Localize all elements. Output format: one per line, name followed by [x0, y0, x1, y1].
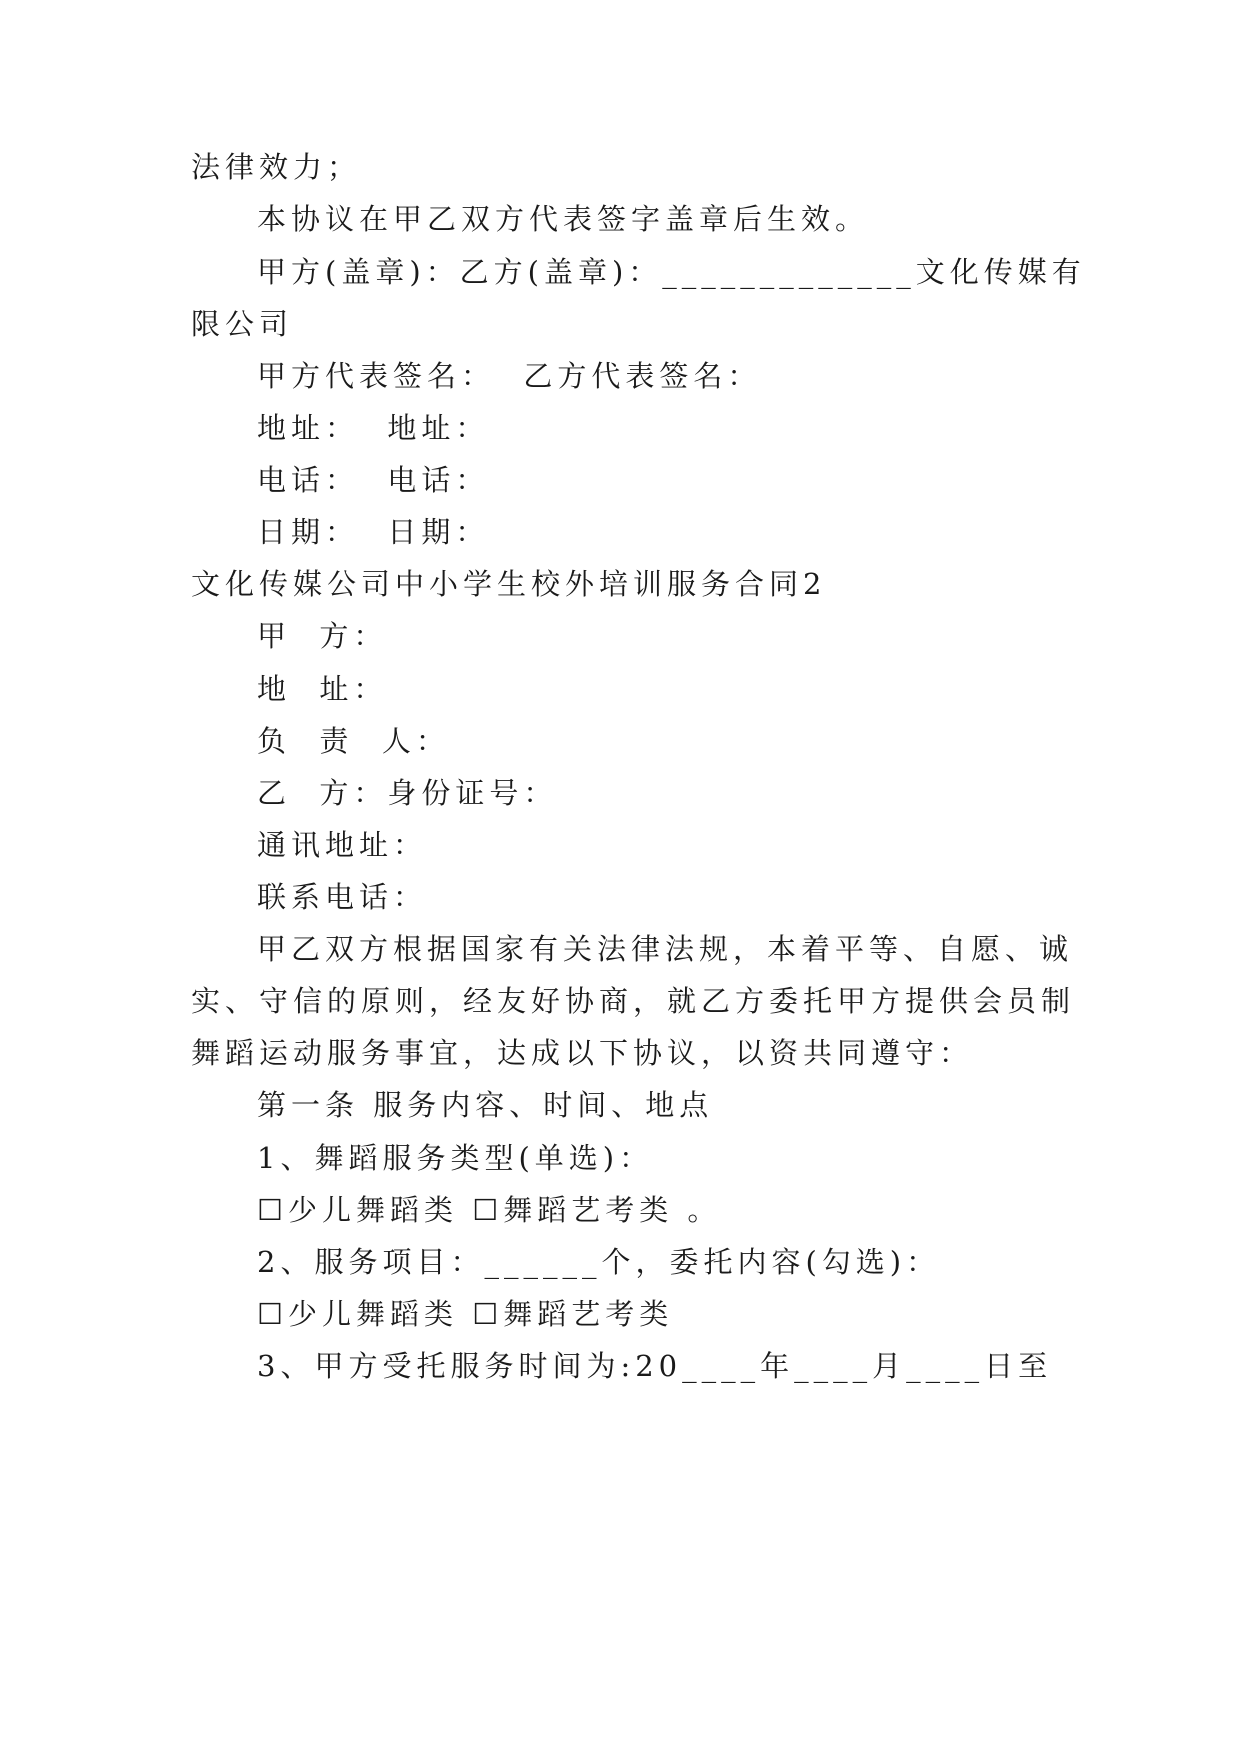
section-heading: 第一条 服务内容、时间、地点 — [257, 1088, 714, 1122]
date-line: 日期： 日期： — [257, 515, 490, 549]
paragraph-line: 甲乙双方根据国家有关法律法规，本着平等、自愿、诚 — [257, 932, 1074, 966]
representative-signature-line: 甲方代表签名： 乙方代表签名： — [257, 359, 762, 393]
contract-title: 文化传媒公司中小学生校外培训服务合同2 — [191, 567, 827, 601]
checkbox-options-line: ☐少儿舞蹈类 ☐舞蹈艺考类 — [257, 1297, 674, 1331]
clause-line: 3、甲方受托服务时间为:20____年____月____日至 — [257, 1349, 1053, 1383]
mailing-address-line: 通讯地址： — [257, 828, 428, 862]
paragraph-line: 限公司 — [191, 307, 294, 341]
party-a-address-line: 地 址： — [257, 672, 388, 706]
clause-line: 2、服务项目：______个，委托内容(勾选)： — [257, 1245, 941, 1279]
clause-line: 1、舞蹈服务类型(单选)： — [257, 1141, 654, 1175]
address-line: 地址： 地址： — [257, 411, 490, 445]
responsible-person-line: 负 责 人： — [257, 724, 450, 758]
contact-phone-line: 联系电话： — [257, 880, 428, 914]
paragraph-line: 本协议在甲乙双方代表签字盖章后生效。 — [257, 202, 870, 236]
party-b-line: 乙 方：身份证号： — [257, 776, 558, 810]
party-a-line: 甲 方： — [257, 619, 388, 653]
paragraph-line: 法律效力； — [191, 150, 362, 184]
checkbox-options-line: ☐少儿舞蹈类 ☐舞蹈艺考类 。 — [257, 1193, 722, 1227]
signature-seal-line: 甲方(盖章)：乙方(盖章)：_____________文化传媒有 — [257, 255, 1086, 289]
paragraph-line: 舞蹈运动服务事宜，达成以下协议，以资共同遵守： — [191, 1036, 974, 1070]
paragraph-line: 实、守信的原则，经友好协商，就乙方委托甲方提供会员制 — [191, 984, 1076, 1018]
phone-line: 电话： 电话： — [257, 463, 490, 497]
